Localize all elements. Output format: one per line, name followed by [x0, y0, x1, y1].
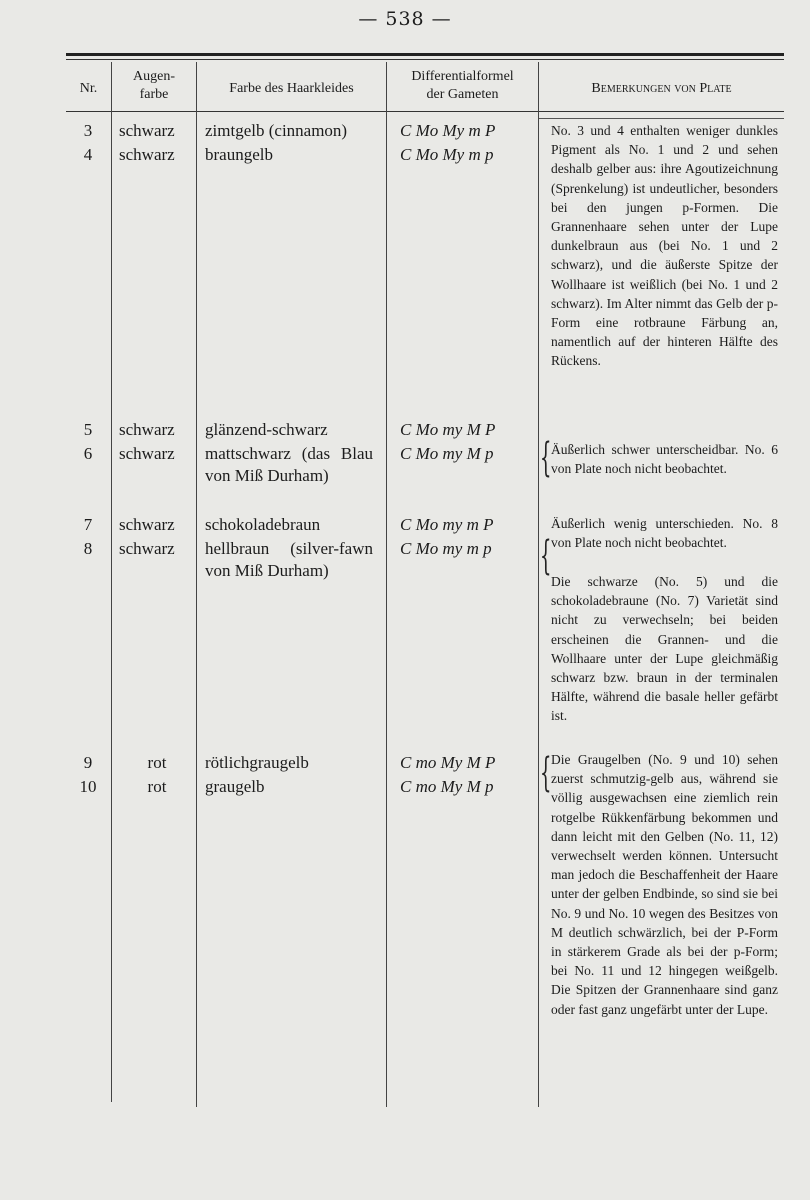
brace-icon: {: [540, 533, 552, 579]
remarks-header-rule: [538, 118, 784, 119]
brace-icon: {: [540, 750, 552, 796]
coat-color: mattschwarz (das Blau von Miß Durham): [205, 444, 373, 485]
eye-color: schwarz: [119, 539, 175, 558]
remark-no-5-6: Äußerlich schwer unterscheidbar. No. 6 von Plate noch nicht beobachtet.: [551, 442, 778, 477]
coat-color: hellbraun (silver-fawn von Miß Durham): [205, 539, 373, 580]
gamete-formula: C Mo My m P: [400, 121, 496, 140]
header-coat-color: Farbe des Haarkleides: [229, 81, 354, 96]
gamete-formula: C Mo my m p: [400, 539, 492, 558]
header-bottom-rule: [66, 111, 784, 112]
header-eye-color: Augen- farbe: [133, 69, 175, 102]
gamete-formula: C Mo my m P: [400, 515, 494, 534]
coat-color: braungelb: [205, 145, 273, 164]
column-divider-eye: [196, 62, 197, 1107]
eye-color: schwarz: [119, 515, 175, 534]
eye-color: schwarz: [119, 145, 175, 164]
coat-color: graugelb: [205, 777, 265, 796]
eye-color: schwarz: [119, 444, 175, 463]
row-number: 6: [83, 444, 93, 463]
header-nr: Nr.: [79, 81, 98, 96]
gamete-formula: C Mo My m p: [400, 145, 494, 164]
eye-color: schwarz: [119, 420, 175, 439]
gamete-formula: C Mo my M P: [400, 420, 496, 439]
column-divider-formula: [538, 62, 539, 1107]
coat-color: zimtgelb (cinnamon): [205, 121, 348, 140]
row-number: 5: [83, 420, 93, 439]
header-gamete-formula: Differentialformel der Gameten: [411, 69, 514, 102]
coat-color: schokoladebraun: [205, 515, 321, 534]
column-divider-coat: [386, 62, 387, 1107]
row-number: 8: [83, 539, 93, 558]
table-top-rule-thin: [66, 59, 784, 60]
row-number: 10: [79, 777, 97, 796]
remark-no-9-10: Die Graugelben (No. 9 und 10) sehen zuerst schmutzig-gelb aus, während sie völlig ausgewachsen eine ziemlich rein rotgelbe Rükkenfärbung bekommen und dann leicht mit den Gelben (No. 11, 12) verwechselt werden können. Untersucht man jedoch die Beschaffenheit der Haare unter der gelben Endbinde, so sind sie bei No. 9 und No. 10 wegen des Besitzes von M deutlich schwärzlich, bei der P-Form in stärkerem Grade als bei der p-Form; bei No. 11 und 12 hingegen weißgelb. Die Spitzen der Grannenhaare sind ganz oder fast ganz ungefärbt unter der Lupe.: [551, 752, 778, 1017]
remark-no-7-8: Äußerlich wenig unterschieden. No. 8 von Plate noch nicht beobachtet.: [551, 516, 778, 551]
remark-no-5-7: Die schwarze (No. 5) und die schokoladebraune (No. 7) Varietät sind nicht zu verwechseln; bei beiden erscheinen die Grannen- und die Wollhaare unter der Lupe gleichmäßig schwarz bzw. braun in der terminalen Hälfte, während die basale heller gefärbt ist.: [551, 574, 778, 724]
remark-no-3-4: No. 3 und 4 enthalten weniger dunkles Pigment als No. 1 und 2 und sehen deshalb gelber aus: ihre Agoutizeichnung (Sprenkelung) ist undeutlicher, besonders bei den jungen p-Formen. Die Grannenhaare sehen unter der Lupe dunkelbraun aus (bei No. 1 und 2 schwarz), und die äußerste Spitze der Wollhaare ist weißlich (bei No. 1 und 2 schwarz). Im Alter nimmt das Gelb der p-Form eine rotbraune Färbung an, namentlich auf der hinteren Hälfte des Rückens.: [551, 123, 778, 369]
row-number: 9: [83, 753, 93, 772]
eye-color: rot: [147, 777, 167, 796]
coat-color: glänzend-schwarz: [205, 420, 328, 439]
coat-color: rötlichgraugelb: [205, 753, 309, 772]
row-number: 3: [83, 121, 93, 140]
gamete-formula: C mo My M p: [400, 777, 494, 796]
gamete-formula: C Mo my M p: [400, 444, 494, 463]
gamete-formula: C mo My M P: [400, 753, 496, 772]
header-remarks: Bemerkungen von Plate: [591, 81, 732, 96]
column-divider-nr: [111, 62, 112, 1102]
table-top-rule: [66, 53, 784, 56]
eye-color: schwarz: [119, 121, 175, 140]
row-number: 7: [83, 515, 93, 534]
eye-color: rot: [147, 753, 167, 772]
page-number: — 538 —: [358, 8, 452, 30]
brace-icon: {: [540, 435, 552, 481]
row-number: 4: [83, 145, 93, 164]
